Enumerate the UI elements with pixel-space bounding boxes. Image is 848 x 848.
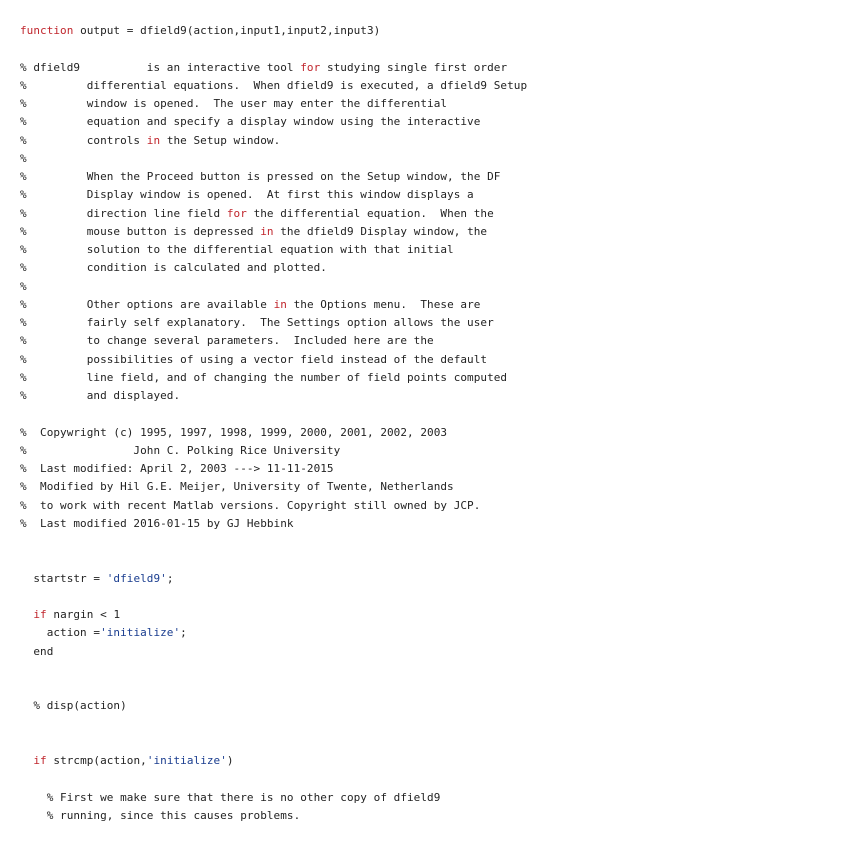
keyword-token: if (33, 608, 47, 621)
code-text (20, 608, 33, 621)
code-line (20, 679, 848, 697)
code-line (20, 643, 848, 661)
code-text: ) (226, 754, 234, 767)
code-text: % to work with recent Matlab versions. Copyright still owned by JCP. (20, 498, 481, 512)
keyword-token: for (226, 206, 247, 220)
code-line (20, 533, 848, 551)
code-line (20, 770, 848, 788)
code-text: ; (180, 626, 187, 640)
code-line (20, 789, 848, 807)
code-line (20, 205, 848, 223)
code-line (20, 132, 848, 150)
code-text: strcmp(action, (46, 754, 147, 767)
keyword-token: function (20, 24, 74, 37)
code-line (20, 150, 848, 168)
keyword-token: if (33, 754, 47, 767)
code-text: % Display window is opened. At first this window displays a (20, 188, 474, 202)
code-text: % differential equations. When dfield9 is executed, a dfield9 Setup (20, 78, 528, 92)
code-line (20, 661, 848, 679)
code-line (20, 314, 848, 332)
code-text: % solution to the differential equation with that initial (20, 243, 454, 256)
code-line (20, 168, 848, 186)
code-text: % direction line field (20, 206, 227, 220)
code-text: % (20, 279, 27, 293)
code-text: % condition is calculated and plotted. (20, 261, 327, 275)
code-text: % mouse button is depressed (20, 224, 261, 238)
code-line (20, 734, 848, 752)
code-text: output = dfield9(action,input1,input2,input3) (73, 24, 381, 37)
string-token: 'dfield9' (106, 571, 167, 585)
code-text: % possibilities of using a vector field instead of the default (20, 352, 488, 366)
code-text: the Options menu. These are (286, 297, 481, 311)
code-text: ; (166, 571, 174, 585)
code-text: nargin < 1 (46, 608, 121, 621)
keyword-token: for (300, 60, 321, 74)
code-line (20, 59, 848, 77)
code-line (20, 716, 848, 734)
code-text: % line field, and of changing the number of field points computed (20, 370, 508, 384)
code-text: % (20, 151, 27, 165)
string-token: 'initialize' (100, 626, 181, 640)
code-line (20, 296, 848, 314)
code-line (20, 387, 848, 405)
code-line (20, 186, 848, 204)
code-text: % Other options are available (20, 297, 274, 311)
code-line (20, 22, 848, 40)
code-line (20, 752, 848, 770)
code-line (20, 369, 848, 387)
code-line (20, 241, 848, 259)
code-line (20, 697, 848, 715)
code-text: % running, since this causes problems. (20, 808, 301, 822)
code-text: % and displayed. (20, 389, 181, 402)
keyword-token: in (146, 133, 161, 147)
code-text (20, 754, 33, 767)
code-text: % Last modified 2016-01-15 by GJ Hebbink (20, 516, 294, 530)
code-line (20, 606, 848, 624)
code-text: % controls (20, 133, 147, 147)
code-text: end (20, 644, 54, 658)
code-line (20, 77, 848, 95)
code-text: % John C. Polking Rice University (20, 443, 341, 457)
code-line (20, 478, 848, 496)
code-line (20, 497, 848, 515)
code-editor[interactable] (20, 22, 848, 825)
code-text: studying single first order (320, 60, 508, 74)
code-line (20, 113, 848, 131)
code-text: % dfield9 is an interactive tool (20, 60, 301, 74)
code-text: % When the Proceed button is pressed on the Setup window, the DF (20, 170, 501, 183)
code-text: % fairly self explanatory. The Settings option allows the user (20, 316, 494, 329)
code-line (20, 807, 848, 825)
code-text: % window is opened. The user may enter the differential (20, 97, 448, 110)
code-line (20, 351, 848, 369)
code-line (20, 95, 848, 113)
code-line (20, 424, 848, 442)
code-line (20, 588, 848, 606)
code-line (20, 442, 848, 460)
code-text: % equation and specify a display window using the interactive (20, 115, 481, 129)
code-text: % Modified by Hil G.E. Meijer, University of Twente, Netherlands (20, 480, 454, 494)
code-text: the differential equation. When the (246, 206, 494, 220)
code-line (20, 515, 848, 533)
code-line (20, 624, 848, 642)
code-line (20, 259, 848, 277)
code-text: % Copywright (c) 1995, 1997, 1998, 1999, 2000, 2001, 2002, 2003 (20, 425, 448, 439)
code-text: the Setup window. (160, 133, 281, 147)
code-text: % disp(action) (20, 699, 127, 713)
code-line (20, 223, 848, 241)
code-line (20, 405, 848, 423)
code-text: startstr = (20, 571, 107, 585)
keyword-token: in (273, 297, 287, 311)
code-text: the dfield9 Display window, the (273, 224, 488, 238)
code-line (20, 460, 848, 478)
code-line (20, 551, 848, 569)
code-text: % to change several parameters. Included here are the (20, 334, 434, 348)
code-text: % Last modified: April 2, 2003 ---> 11-11-2015 (20, 462, 334, 475)
string-token: 'initialize' (146, 754, 227, 767)
keyword-token: in (260, 224, 274, 238)
code-text: % First we make sure that there is no other copy of dfield9 (20, 790, 441, 804)
code-line (20, 278, 848, 296)
code-line (20, 40, 848, 58)
code-line (20, 570, 848, 588)
code-text: action = (20, 626, 101, 640)
code-line (20, 332, 848, 350)
